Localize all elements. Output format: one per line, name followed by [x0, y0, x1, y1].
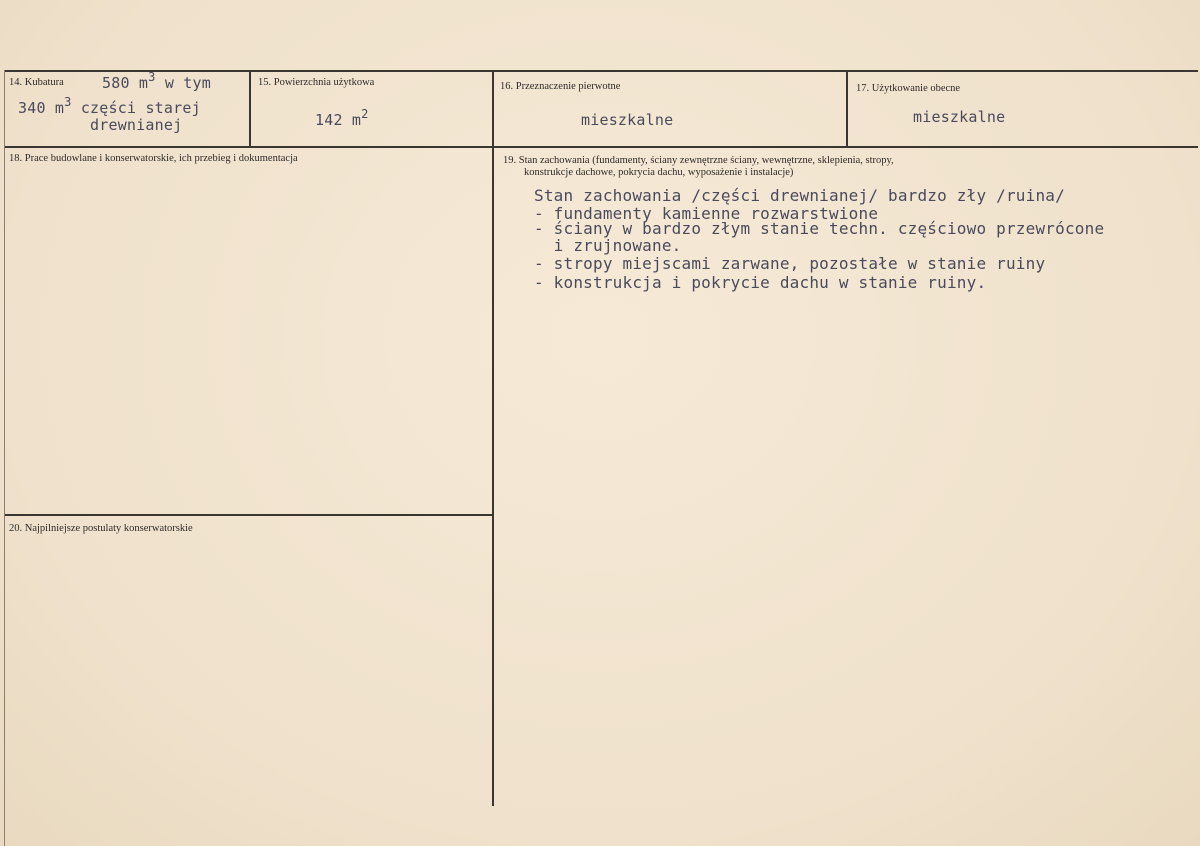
- top-rule: [4, 70, 1198, 72]
- field-20-label: 20. Najpilniejsze postulaty konserwatorskie: [9, 523, 193, 534]
- field-14-value2-rest: części starej: [71, 99, 201, 117]
- field-14-value1-sup: 3: [148, 70, 156, 84]
- field18-bottom-rule: [4, 514, 494, 516]
- field-19-label-line2: konstrukcje dachowe, pokrycia dachu, wyposażenie i instalacje): [524, 167, 794, 178]
- field-16-value: mieszkalne: [581, 111, 674, 129]
- field-19-text-line-6: - konstrukcja i pokrycie dachu w stanie ruiny.: [534, 273, 987, 292]
- field-14-label: 14. Kubatura: [9, 77, 64, 88]
- field-15-value: [315, 107, 369, 129]
- field-15-value-num: 142 m: [315, 111, 362, 129]
- divider-main: [492, 70, 494, 806]
- field-19-label-line1: 19. Stan zachowania (fundamenty, ściany zewnętrzne ściany, wewnętrzne, sklepienia, stropy,: [503, 155, 894, 166]
- field-15-label: 15. Powierzchnia użytkowa: [258, 77, 375, 88]
- field-17-label: 17. Użytkowanie obecne: [856, 83, 961, 94]
- field-17-value: mieszkalne: [913, 108, 1006, 126]
- field-14-value-line1: [102, 70, 211, 92]
- field-16-label: 16. Przeznaczenie pierwotne: [500, 81, 621, 92]
- row1-bottom-rule: [4, 146, 1198, 148]
- field-19-text-line-5: - stropy miejscami zarwane, pozostałe w stanie ruiny: [534, 254, 1046, 273]
- field-18-label: 18. Prace budowlane i konserwatorskie, ich przebieg i dokumentacja: [9, 153, 298, 164]
- field-14-value-line2: [18, 95, 201, 117]
- field-15-value-sup: 2: [361, 107, 369, 121]
- field-14-value1-rest: w tym: [155, 74, 211, 92]
- field-19-text-line-3: - ściany w bardzo złym stanie techn. częściowo przewrócone: [534, 219, 1105, 238]
- left-edge-rule: [4, 70, 5, 846]
- field-19-text-line-1: Stan zachowania /części drewnianej/ bardzo zły /ruina/: [534, 186, 1065, 205]
- field-19-text-line-2: - fundamenty kamienne rozwarstwione: [534, 204, 879, 223]
- divider-16-17: [846, 70, 848, 148]
- field-14-value2-num: 340 m: [18, 99, 65, 117]
- field-14-value1-num: 580 m: [102, 74, 149, 92]
- divider-14-15: [249, 70, 251, 148]
- field-14-value-line3: drewnianej: [90, 116, 183, 134]
- field-14-value2-sup: 3: [64, 95, 72, 109]
- field-19-text-line-4: i zrujnowane.: [534, 236, 682, 255]
